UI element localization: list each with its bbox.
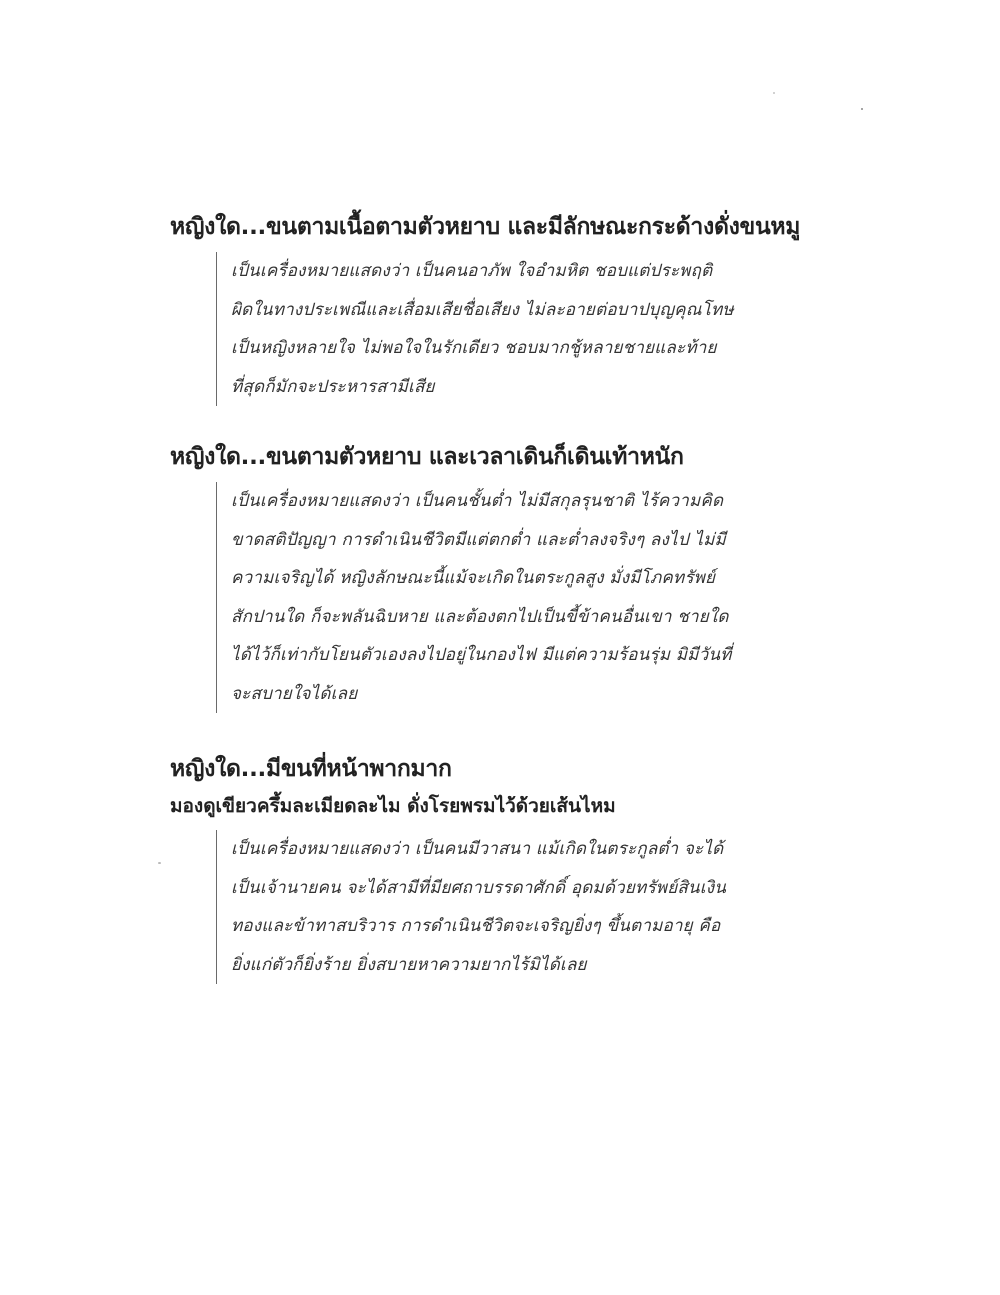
body-line: เป็นเครื่องหมายแสดงว่า เป็นคนอาภัพ ใจอำมหิต ชอบแต่ประพฤติ [231,261,713,281]
body-line: จะสบายใจได้เลย [231,683,358,704]
body-line: เป็นเจ้านายคน จะได้สามีที่มียศถาบรรดาศักดิ์ อุดมด้วยทรัพย์สินเงิน [231,877,727,898]
body-line: สักปานใด ก็จะพลันฉิบหาย และต้องตกไปเป็นขี้ข้าคนอื่นเขา ชายใด [231,606,729,627]
section-body [216,252,809,406]
body-line: ได้ไว้ก็เท่ากับโยนตัวเองลงไปอยู่ในกองไฟ มีแต่ความร้อนรุ่ม มิมีวันที่ [231,645,732,665]
body-line: เป็นเครื่องหมายแสดงว่า เป็นคนชั้นต่ำ ไม่มีสกุลรุนชาติ ไร้ความคิด [231,491,724,511]
body-line: ทองและข้าทาสบริวาร การดำเนินชีวิตจะเจริญยิ่งๆ ขึ้นตามอายุ คือ [231,916,721,936]
section-body [216,830,809,984]
section-heading: หญิงใด...มีขนที่หน้าพากมาก [170,756,452,782]
body-line: ยิ่งแก่ตัวก็ยิ่งร้าย ยิ่งสบายหาความยากไร้มิได้เลย [231,954,587,975]
body-line: ผิดในทางประเพณีและเสื่อมเสียชื่อเสียง ไม่ละอายต่อบาปบุญคุณโทษ [231,299,734,320]
body-line: ที่สุดก็มักจะประหารสามีเสีย [231,376,435,397]
section-heading: หญิงใด...ขนตามเนื้อตามตัวหยาบ และมีลักษณะกระด้างดั่งขนหมู [170,214,801,240]
section-3 [170,752,810,984]
section-body [216,482,809,713]
section-2 [170,440,810,713]
scan-speck [861,108,863,110]
section-subheading: มองดูเขียวครึ้มละเมียดละไม ดั่งโรยพรมไว้ด้วยเส้นไหม [170,795,616,817]
body-line: เป็นหญิงหลายใจ ไม่พอใจในรักเดียว ชอบมากชู้หลายชายและท้าย [231,338,717,358]
section-heading: หญิงใด...ขนตามตัวหยาบ และเวลาเดินก็เดินเท้าหนัก [170,444,684,470]
scan-speck [773,92,775,94]
body-line: เป็นเครื่องหมายแสดงว่า เป็นคนมีวาสนา แม้เกิดในตระกูลต่ำ จะได้ [231,839,724,859]
body-line: ขาดสติปัญญา การดำเนินชีวิตมีแต่ตกต่ำ และต่ำลงจริงๆ ลงไป ไม่มี [231,529,726,550]
body-line: ความเจริญได้ หญิงลักษณะนี้แม้จะเกิดในตระกูลสูง มั่งมีโภคทรัพย์ [231,568,716,588]
section-1 [170,210,810,406]
scan-speck [158,862,161,864]
